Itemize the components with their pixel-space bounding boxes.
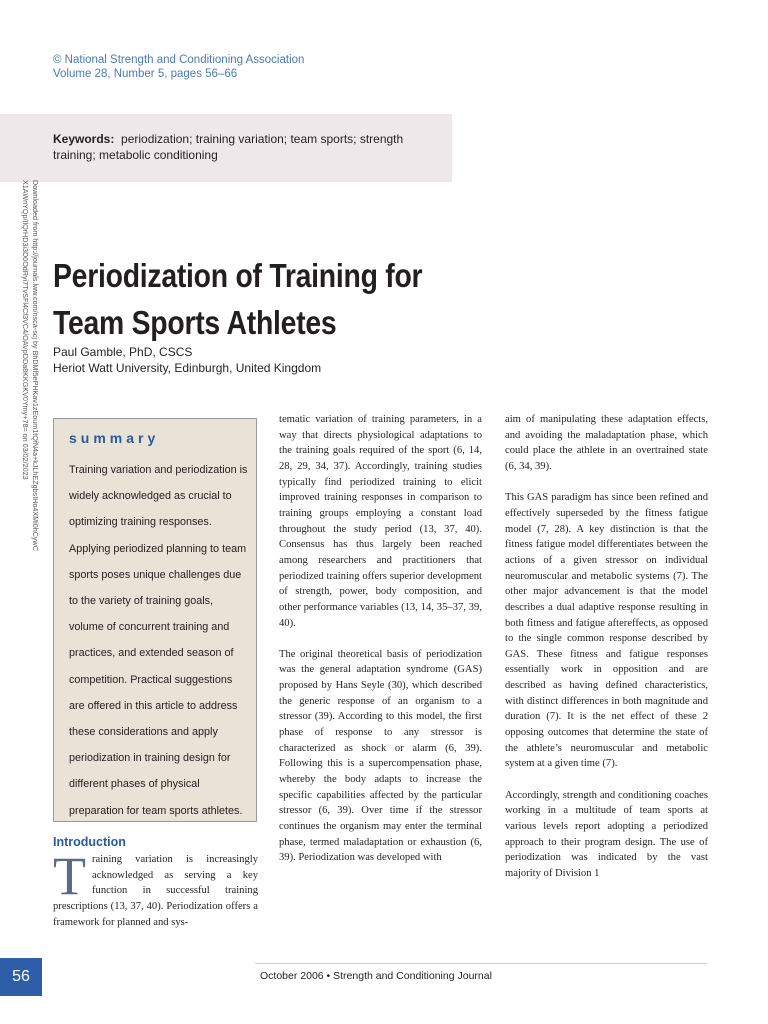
keywords: [53, 131, 443, 163]
summary-text: Training variation and periodization is widely acknowledged as crucial to optimizing training responses. Applying periodized planning to team sports poses unique challenges due to the variety of training goals, volume of concurrent training and practices, and extended season of competition. Practical suggestions are offered in this article to address these considerations and apply periodization in training design for different phases of physical preparation for team sports athletes.: [69, 464, 248, 817]
title-line1: Periodization of Training for: [53, 257, 423, 294]
drop-cap: T: [53, 846, 86, 906]
column-middle: [279, 412, 482, 882]
introduction-text: [53, 846, 258, 931]
volume-line: Volume 28, Number 5, pages 56–66: [53, 68, 238, 80]
paragraph: The original theoretical basis of periodization was the general adaptation syndrome (GAS) proposed by Hans Seyle (30), which described the generic response of an organism to a stressor (39). According to this model, the first phase of response to any stressor is characterized as shock or alarm (6, 39). Following this is a supercompensation phase, whereby the body adapts to increase the specific capabilities affected by the particular stressor (6, 39). Over time if the stressor continues the organism may enter the terminal phase, termed maladaptation or exhaustion (6, 39). Periodization was developed with: [279, 648, 482, 864]
download-note-line1: Downloaded from http://journals.lww.com/nsca-scj by BhDMf5ePHKav1zEoum1tQfN4a+kJLhEZgbsIHo4XMi0hCywC: [31, 180, 40, 551]
footer-divider: [255, 963, 707, 964]
summary-heading: summary: [69, 430, 160, 446]
journal-header: [53, 53, 304, 81]
author-name: Paul Gamble, PhD, CSCS: [53, 345, 193, 359]
page-number: 56: [0, 958, 42, 996]
copyright-line: © National Strength and Conditioning Association: [53, 54, 305, 66]
author-block: [53, 344, 321, 376]
introduction-heading: Introduction: [53, 835, 126, 849]
paragraph: aim of manipulating these adaptation effects, and avoiding the maladaptation phase, which could place the athlete in an overtrained state (6, 34, 39).: [505, 414, 708, 472]
paragraph: tematic variation of training parameters, in a way that directs physiological adaptations to the training goals required of the sport (6, 14, 28, 29, 34, 37). Accordingly, training studies typically find periodized training to elicit improved training responses in comparison to training groups employing a constant load throughout the study period (13, 37, 40). Consensus has thus largely been reached among researchers and practitioners that periodized training offers superior development of strength, power, body composition, and other performance variables (13, 14, 35–37, 39, 40).: [279, 414, 482, 629]
introduction-body: raining variation is increasingly acknowledged as serving a key function in successful training prescriptions (13, 37, 40). Periodization offers a framework for planned and sys-: [53, 854, 258, 928]
keywords-text: periodization; training variation; team sports; strength training; metabolic conditioning: [53, 132, 404, 162]
author-affiliation: Heriot Watt University, Edinburgh, United Kingdom: [53, 361, 322, 375]
journal-footer: October 2006 • Strength and Conditioning Journal: [260, 970, 492, 982]
download-note-line2: X1AWnYQp/IlQrHD3i3D0OdRyi7TvSFl4Cf3VC4/OAVpDDa8KKGKV0Ymy+78= on 03/02/2023: [21, 180, 31, 480]
article-title: [53, 252, 431, 346]
title-line2: Team Sports Athletes: [53, 304, 337, 341]
paragraph: Accordingly, strength and conditioning coaches working in a multitude of team sports at various levels report adopting a periodized approach to their program design. The use of periodization was indicated by the vast majority of Division 1: [505, 789, 708, 879]
summary-box: [53, 418, 257, 822]
download-note: [22, 180, 42, 640]
keywords-label: Keywords:: [53, 132, 115, 146]
paragraph: This GAS paradigm has since been refined and effectively superseded by the fitness fatigue model (7, 28). A key distinction is that the fitness fatigue model differentiates between the actions of a given stressor on individual neuromuscular and metabolic systems (7). The other major advancement is that the model describes a dual adaptive response resulting in both fitness and fatigue aftereffects, as opposed to the single common response described by GAS. These fitness and fatigue responses essentially work in opposition and are described as having defined characteristics, with distinct differences in both magnitude and duration (7). It is the net effect of these 2 opposing outcomes that determine the state of the athlete’s neuromuscular and metabolic system at a given time (7).: [505, 492, 708, 770]
column-right: [505, 412, 708, 897]
